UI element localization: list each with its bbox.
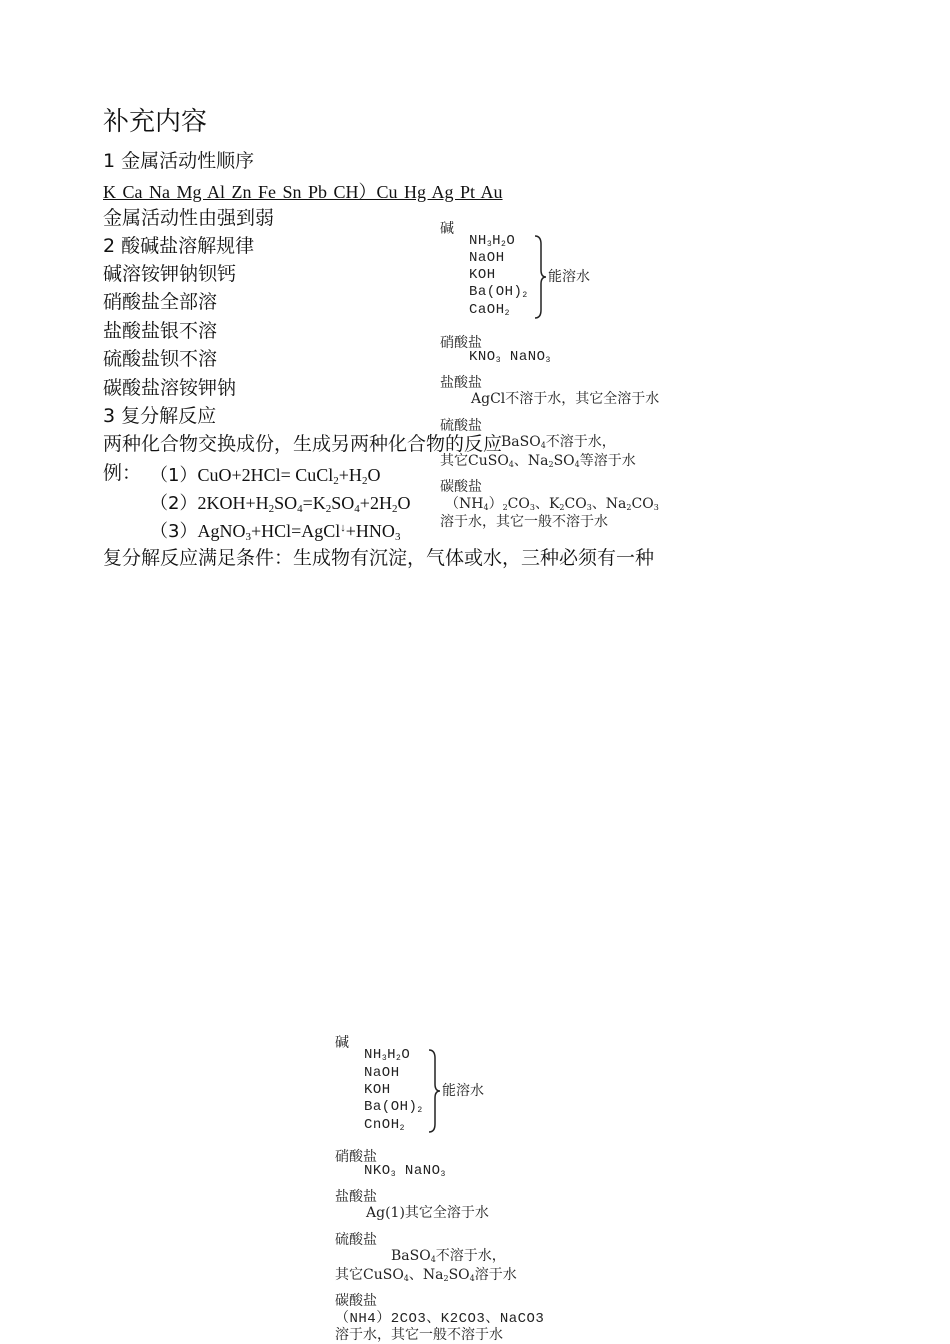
page-title: 补充内容: [103, 107, 208, 137]
section1-heading: 1 金属活动性顺序: [103, 150, 255, 172]
brace-icon: [533, 234, 547, 320]
carbonate-rule: 溶于水，其它一般不溶于水: [335, 1327, 503, 1343]
example-label: 例：: [103, 462, 142, 484]
sulfate-rule-1: BaSO$_4$不溶于水，: [391, 1248, 506, 1264]
base-heading: 碱: [440, 221, 454, 237]
base-item: KOH: [469, 267, 496, 283]
activity-series: K Ca Na Mg Al Zn Fe Sn Pb CH）Cu Hg Ag Pt Au: [103, 182, 503, 202]
nitrate-items: $KNO_3$ NaNO$_3$: [469, 349, 551, 365]
sulfate-heading: 硫酸盐: [335, 1232, 377, 1248]
base-item: $Ba(OH)_2$: [469, 284, 528, 300]
rule-2: 硝酸盐全部溶: [103, 291, 218, 313]
chloride-heading: 盐酸盐: [440, 375, 482, 391]
base-item: NaOH: [469, 250, 505, 266]
solubility-figure-bottom: [335, 1032, 625, 1342]
sulfate-rule-1: BaSO$_4$不溶于水，: [501, 434, 616, 450]
equation-3: $(3)AgNO_3+HCl=AgCl^↓+HNO_3$: [150, 521, 401, 543]
chloride-heading: 盐酸盐: [335, 1189, 377, 1205]
reaction-condition: 复分解反应满足条件：生成物有沉淀，气体或水，三种必须有一种: [103, 547, 655, 569]
sulfate-rule-2: 其它CuSO$_4$、$Na_2SO_4$溶于水: [335, 1267, 517, 1283]
chloride-rule: AgCl不溶于水，其它全溶于水: [471, 391, 660, 407]
base-item: NaOH: [364, 1065, 400, 1081]
base-item: $Ba(OH)_2$: [364, 1099, 423, 1115]
section2-heading: 2 酸碱盐溶解规律: [103, 235, 255, 257]
nitrate-heading: 硝酸盐: [335, 1149, 377, 1165]
base-item: CnOH$_2$: [364, 1117, 405, 1133]
carbonate-items: $(NH_4)_2CO_3$、$K_2CO_3$、$Na_2CO_3$: [445, 496, 659, 512]
base-item: $NH_3H_2O$: [364, 1047, 411, 1063]
soluble-label: 能溶水: [442, 1083, 484, 1099]
base-heading: 碱: [335, 1035, 349, 1051]
carbonate-heading: 碳酸盐: [440, 479, 482, 495]
carbonate-rule: 溶于水，其它一般不溶于水: [440, 514, 608, 530]
sulfate-rule-2: 其它CuSO$_4$、$Na_2SO_4$等溶于水: [440, 453, 636, 469]
carbonate-heading: 碳酸盐: [335, 1293, 377, 1309]
brace-icon: [427, 1048, 441, 1134]
rule-4: 硫酸盐钡不溶: [103, 348, 218, 370]
sulfate-heading: 硫酸盐: [440, 418, 482, 434]
chloride-rule: Ag(1)其它全溶于水: [366, 1205, 489, 1221]
equation-1: $(1)CuO+2HCl= CuCl_2+H_2O$: [150, 465, 381, 487]
carbonate-items: （NH4）2CO3、K2CO3、NaCO3: [335, 1311, 545, 1327]
section3-heading: 3 复分解反应: [103, 405, 217, 427]
nitrate-heading: 硝酸盐: [440, 335, 482, 351]
nitrate-items: $NKO_3$ NaNO$_3$: [364, 1163, 446, 1179]
definition: 两种化合物交换成份，生成另两种化合物的反应: [103, 433, 503, 455]
activity-note: 金属活动性由强到弱: [103, 207, 275, 229]
solubility-figure-top: [440, 218, 730, 533]
base-item: KOH: [364, 1082, 391, 1098]
rule-5: 碳酸盐溶铵钾钠: [103, 377, 237, 399]
soluble-label: 能溶水: [548, 269, 590, 285]
rule-1: 碱溶铵钾钠钡钙: [103, 263, 237, 285]
base-item: $NH_3H_2O$: [469, 233, 516, 249]
equation-2: $(2)2KOH+H_2SO_4=K_2SO_4+2H_2O$: [150, 493, 411, 515]
base-item: CaOH$_2$: [469, 302, 510, 318]
rule-3: 盐酸盐银不溶: [103, 320, 218, 342]
